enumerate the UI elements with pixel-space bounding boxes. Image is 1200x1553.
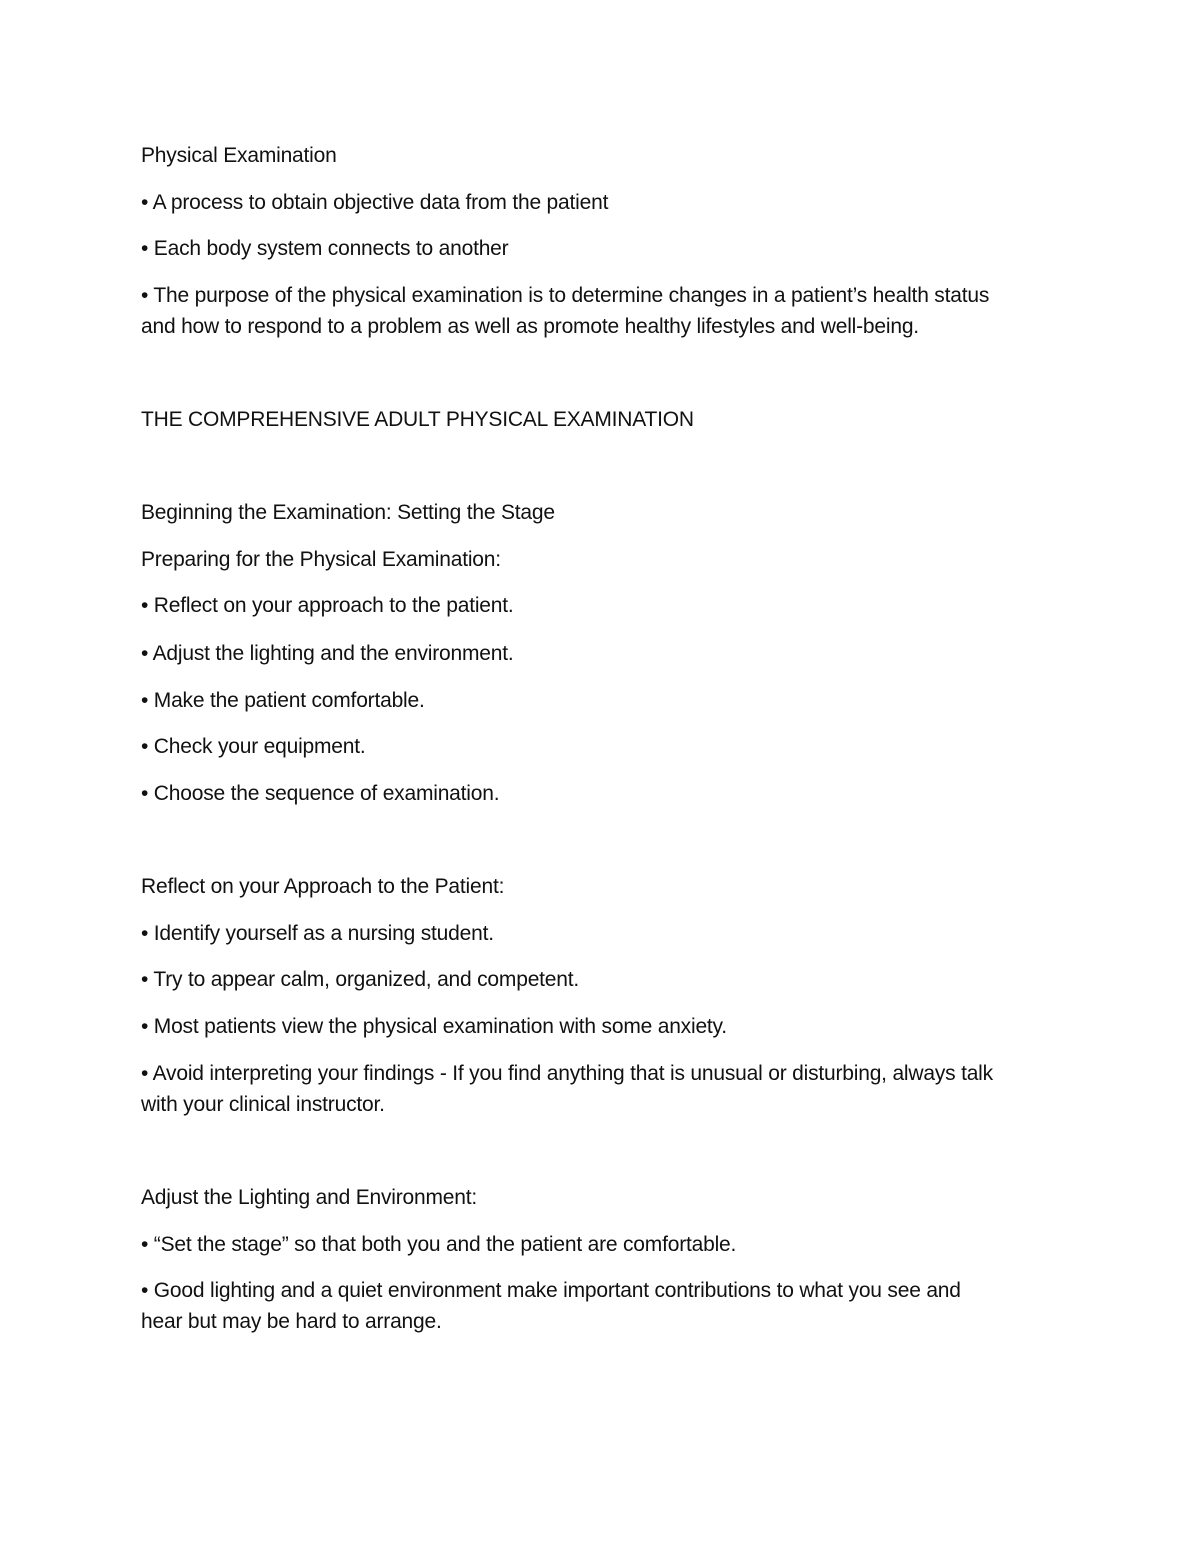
preparing-bullet-reflect: • Reflect on your approach to the patient.	[141, 594, 514, 617]
adjust-bullet-stage: • “Set the stage” so that both you and the patient are comfortable.	[141, 1233, 737, 1256]
intro-bullet-objective-data: • A process to obtain objective data from the patient	[141, 191, 609, 214]
reflect-bullet-avoid: • Avoid interpreting your findings - If you find anything that is unusual or disturbing, always talk	[141, 1062, 993, 1085]
reflect-bullet-anxiety: • Most patients view the physical examination with some anxiety.	[141, 1015, 727, 1038]
adjust-bullet-lighting-continued: hear but may be hard to arrange.	[141, 1310, 442, 1333]
preparing-bullet-comfortable: • Make the patient comfortable.	[141, 689, 425, 712]
beginning-heading: Beginning the Examination: Setting the Stage	[141, 501, 555, 524]
preparing-bullet-lighting: • Adjust the lighting and the environment.	[141, 642, 514, 665]
reflect-heading: Reflect on your Approach to the Patient:	[141, 875, 505, 898]
preparing-bullet-equipment: • Check your equipment.	[141, 735, 366, 758]
reflect-bullet-calm: • Try to appear calm, organized, and competent.	[141, 968, 580, 991]
preparing-subheading: Preparing for the Physical Examination:	[141, 548, 501, 571]
reflect-bullet-avoid-continued: with your clinical instructor.	[141, 1093, 385, 1116]
section-heading: THE COMPREHENSIVE ADULT PHYSICAL EXAMINATION	[141, 408, 694, 431]
adjust-bullet-lighting: • Good lighting and a quiet environment make important contributions to what you see and	[141, 1279, 961, 1302]
document-title: Physical Examination	[141, 144, 337, 167]
adjust-heading: Adjust the Lighting and Environment:	[141, 1186, 478, 1209]
intro-bullet-body-system: • Each body system connects to another	[141, 237, 509, 260]
intro-bullet-purpose-continued: and how to respond to a problem as well as promote healthy lifestyles and well-being.	[141, 315, 919, 338]
reflect-bullet-identify: • Identify yourself as a nursing student.	[141, 922, 494, 945]
intro-bullet-purpose: • The purpose of the physical examination is to determine changes in a patient’s health status	[141, 284, 990, 307]
preparing-bullet-sequence: • Choose the sequence of examination.	[141, 782, 500, 805]
